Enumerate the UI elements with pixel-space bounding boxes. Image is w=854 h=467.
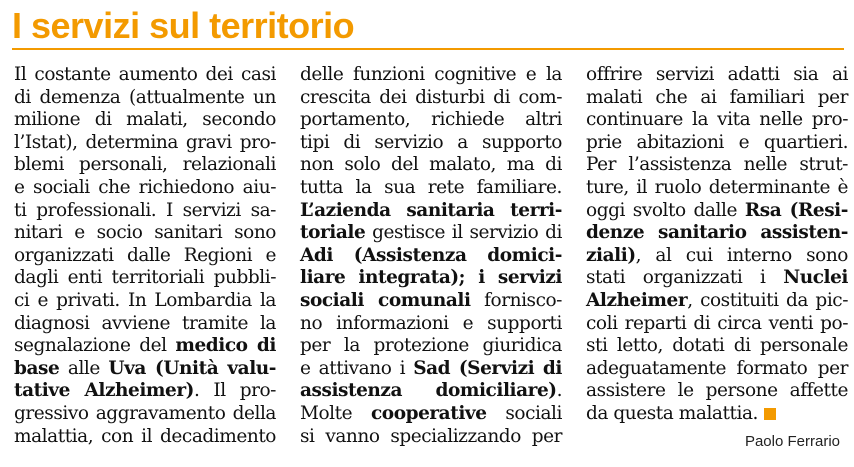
text-line: [14, 335, 276, 358]
text-run: l’Istat), determina gravi pro-: [14, 131, 276, 153]
text-run: sti letto, dotati di personale: [586, 335, 848, 357]
text-run: per la protezione giuridica: [300, 335, 562, 357]
text-line: [14, 87, 276, 110]
text-run: milione di malati, secondo: [14, 109, 276, 131]
article-column-3: [586, 64, 848, 426]
text-run: di demenza (attualmente un: [14, 86, 276, 108]
text-run: organizzati dalle Regioni e: [14, 244, 276, 266]
bold-term: denze sanitario assisten-: [586, 222, 848, 244]
bold-term: L’azienda sanitaria terri-: [300, 199, 562, 221]
text-run: si vanno specializzando per: [300, 425, 562, 447]
text-run: , al cui interno sono: [635, 244, 848, 266]
text-run: alle: [59, 357, 109, 379]
text-run: crescita dei disturbi di com-: [300, 86, 562, 108]
text-line: [14, 426, 276, 449]
text-run: gestisce il servizio di: [365, 222, 562, 244]
text-run: . Il pro-: [193, 380, 276, 402]
bold-term: tative Alzheimer): [14, 380, 194, 402]
text-run: continuare la vita nelle pro-: [586, 109, 848, 131]
text-line: [14, 154, 276, 177]
bold-term: Uva (Unità valu-: [108, 357, 276, 379]
text-line: [300, 109, 562, 132]
text-line: [300, 132, 562, 155]
text-line: [586, 132, 848, 155]
text-line: [586, 313, 848, 336]
text-line: [14, 177, 276, 200]
text-run: adeguatamente formato per: [586, 357, 848, 379]
text-line: [300, 426, 562, 449]
text-line: [300, 403, 562, 426]
text-line: [14, 245, 276, 268]
text-line: [586, 64, 848, 87]
bold-term: Nuclei: [783, 267, 848, 289]
text-run: Molte: [300, 402, 371, 424]
text-line: [586, 380, 848, 403]
text-line: [14, 267, 276, 290]
article-title: I servizi sul territorio: [12, 5, 355, 46]
article-column-2: [300, 64, 562, 448]
text-run: malattia, con il decadimento: [14, 425, 276, 447]
bold-term: ziali): [586, 244, 636, 266]
bold-term: toriale: [300, 222, 366, 244]
text-run: , costituiti da pic-: [687, 289, 848, 311]
bold-term: Sad (Servizi di: [413, 357, 562, 379]
text-line: [14, 132, 276, 155]
text-run: Il costante aumento dei casi: [14, 64, 276, 85]
text-run: delle funzioni cognitive e la: [300, 64, 562, 85]
text-line: [300, 290, 562, 313]
bold-term: Rsa (Resi-: [744, 199, 848, 221]
text-line: [300, 200, 562, 223]
text-line: [586, 267, 848, 290]
text-line: [14, 290, 276, 313]
text-run: dagli enti territoriali pubbli-: [14, 267, 276, 289]
text-line: [586, 222, 848, 245]
text-run: blemi personali, relazionali: [14, 154, 276, 176]
text-run: .: [556, 380, 562, 402]
text-line: [14, 403, 276, 426]
bold-term: Adi (Assistenza domici-: [300, 244, 562, 266]
bold-term: Alzheimer: [586, 289, 688, 311]
text-run: sociali: [486, 402, 562, 424]
text-run: no informazioni e supporti: [300, 312, 562, 334]
text-run: e sociali che richiedono aiu-: [14, 176, 276, 198]
bold-term: cooperative: [370, 402, 487, 424]
text-line: [300, 222, 562, 245]
text-line: [586, 177, 848, 200]
text-run: malati che ai familiari per: [586, 86, 848, 108]
text-line: [300, 358, 562, 381]
text-run: gressivo aggravamento della: [14, 402, 276, 424]
text-line: [586, 403, 848, 426]
text-line: [14, 64, 276, 87]
text-line: [300, 87, 562, 110]
bold-term: base: [14, 357, 60, 379]
text-line: [586, 358, 848, 381]
text-line: [300, 154, 562, 177]
text-run: coli reparti di circa venti po-: [586, 312, 848, 334]
bold-term: assistenza domiciliare): [300, 380, 557, 402]
text-line: [300, 313, 562, 336]
author-byline: Paolo Ferrario: [744, 433, 840, 450]
text-run: ti professionali. I servizi sa-: [14, 199, 276, 221]
text-line: [14, 358, 276, 381]
text-line: [300, 64, 562, 87]
bold-term: medico di: [175, 335, 276, 357]
bold-term: sociali comunali: [300, 289, 471, 311]
text-run: ci e privati. In Lombardia la: [14, 289, 276, 311]
text-run: non solo del malato, ma di: [300, 154, 562, 176]
text-run: nitari e socio sanitari sono: [14, 222, 276, 244]
text-line: [300, 245, 562, 268]
text-run: assistere le persone affette: [586, 380, 848, 402]
text-run: da questa malattia.: [586, 402, 758, 424]
text-run: prie abitazioni e quartieri.: [586, 131, 848, 153]
text-line: [586, 245, 848, 268]
text-line: [586, 154, 848, 177]
text-run: stati organizzati i: [586, 267, 784, 289]
text-run: diagnosi avviene tramite la: [14, 312, 276, 334]
text-line: [14, 313, 276, 336]
text-line: [300, 380, 562, 403]
text-line: [586, 87, 848, 110]
text-run: oggi svolto dalle: [586, 199, 745, 221]
text-line: [300, 177, 562, 200]
text-line: [14, 380, 276, 403]
text-run: ture, il ruolo determinante è: [586, 176, 848, 198]
text-run: tipi di servizio a supporto: [300, 131, 562, 153]
text-line: [14, 109, 276, 132]
text-line: [14, 200, 276, 223]
text-line: [300, 267, 562, 290]
end-of-article-square-icon: [764, 408, 776, 420]
bold-term: liare integrata); i servizi: [300, 267, 562, 289]
text-run: e attivano i: [300, 357, 414, 379]
text-line: [586, 109, 848, 132]
text-run: segnalazione del: [14, 335, 176, 357]
article-column-1: [14, 64, 276, 448]
text-run: tutta la sua rete familiare.: [300, 176, 562, 198]
text-line: [300, 335, 562, 358]
text-line: [586, 200, 848, 223]
title-divider: [12, 48, 844, 50]
text-run: offrire servizi adatti sia ai: [586, 64, 848, 85]
text-line: [14, 222, 276, 245]
text-line: [586, 335, 848, 358]
text-run: fornisco-: [470, 289, 562, 311]
text-run: portamento, richiede altri: [300, 109, 562, 131]
text-run: Per l’assistenza nelle strut-: [586, 154, 848, 176]
text-line: [586, 290, 848, 313]
